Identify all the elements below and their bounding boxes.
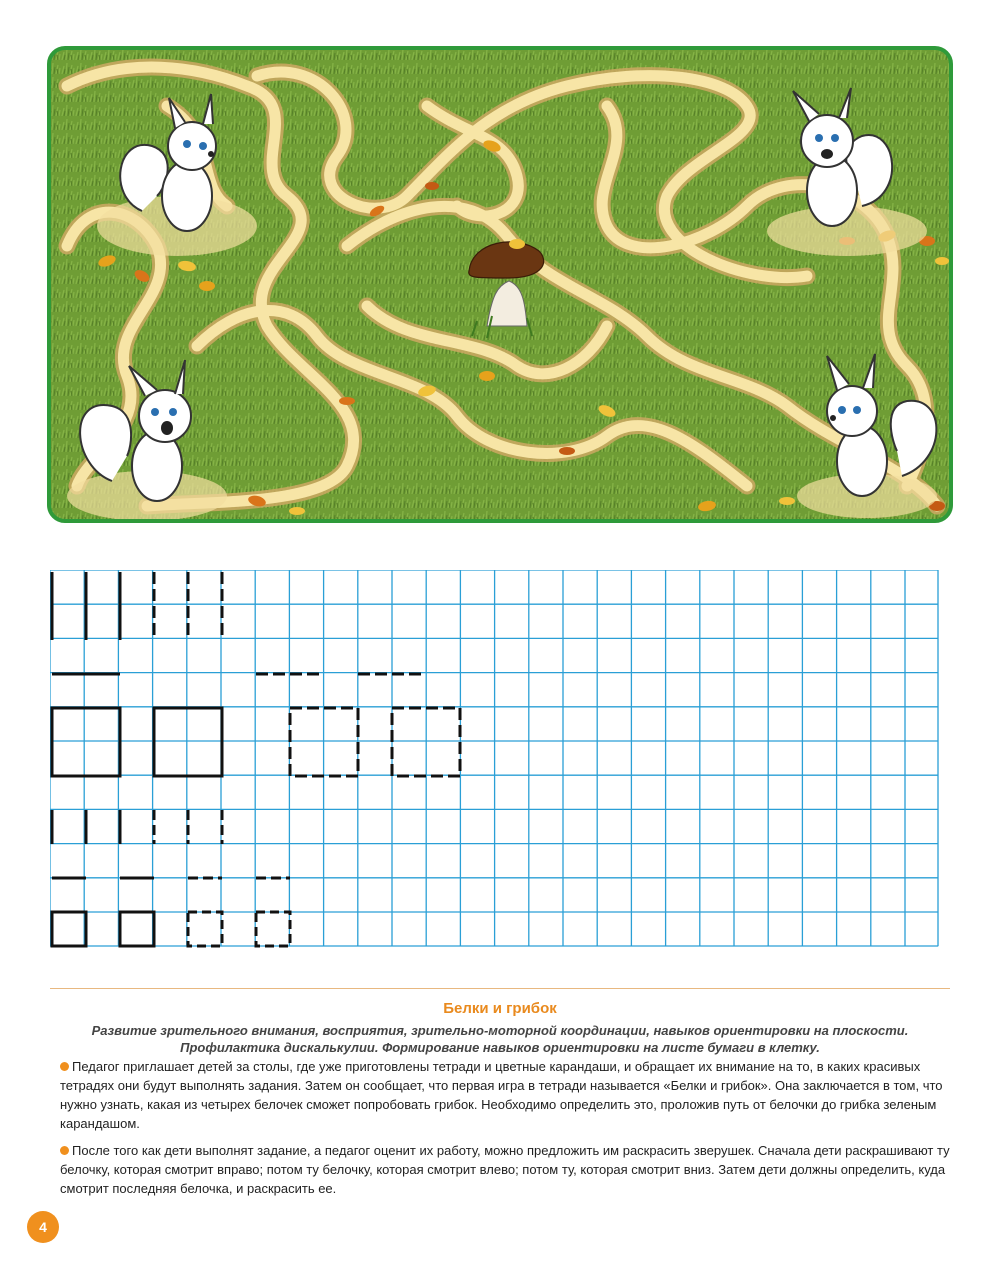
instruction-paragraph-2: [60, 1141, 950, 1198]
grid-lines: [50, 570, 938, 946]
instruction-text-2: После того как дети выполнят задание, а педагог оценит их работу, можно предложить им раскрасить зверушек. Сначала дети раскрашивают ту белочку, которая смотрит вправо; потом ту белочку, которая смотрит влево; потом ту, которая смотрит вниз. Затем дети должны определить, куда смотрит последняя белочка, и раскрасить ее.: [60, 1143, 950, 1196]
instruction-text-1: Педагог приглашает детей за столы, где уже приготовлены тетради и цветные карандаши, и обращает их внимание на то, в каких красивых тетрадях они будут выполнять задания. Затем он сообщает, что первая игра в тетради называется «Белки и грибок». Она заключается в том, что нужно узнать, какая из четырех белочек сможет попробовать грибок. Необходимо определить это, проложив путь от белочки до грибка зеленым карандашом.: [60, 1059, 943, 1131]
exercise-goals: [60, 1022, 940, 1056]
maze-illustration: [47, 46, 953, 523]
bullet-icon: [60, 1146, 69, 1155]
bullet-icon: [60, 1062, 69, 1071]
section-divider: [50, 988, 950, 989]
graph-paper-grid: [50, 570, 940, 948]
exercise-goals-line-2: Профилактика дискалькулии. Формирование навыков ориентировки на листе бумаги в клетку.: [180, 1040, 820, 1055]
exercise-title: Белки и грибок: [443, 1000, 557, 1017]
instruction-paragraph-1: [60, 1057, 950, 1133]
exercise-goals-line-1: Развитие зрительного внимания, восприятия, зрительно-моторной координации, навыков ориентировки на плоскости.: [91, 1023, 909, 1038]
page-number: 4: [27, 1211, 59, 1243]
drawing-pattern: [52, 572, 460, 946]
